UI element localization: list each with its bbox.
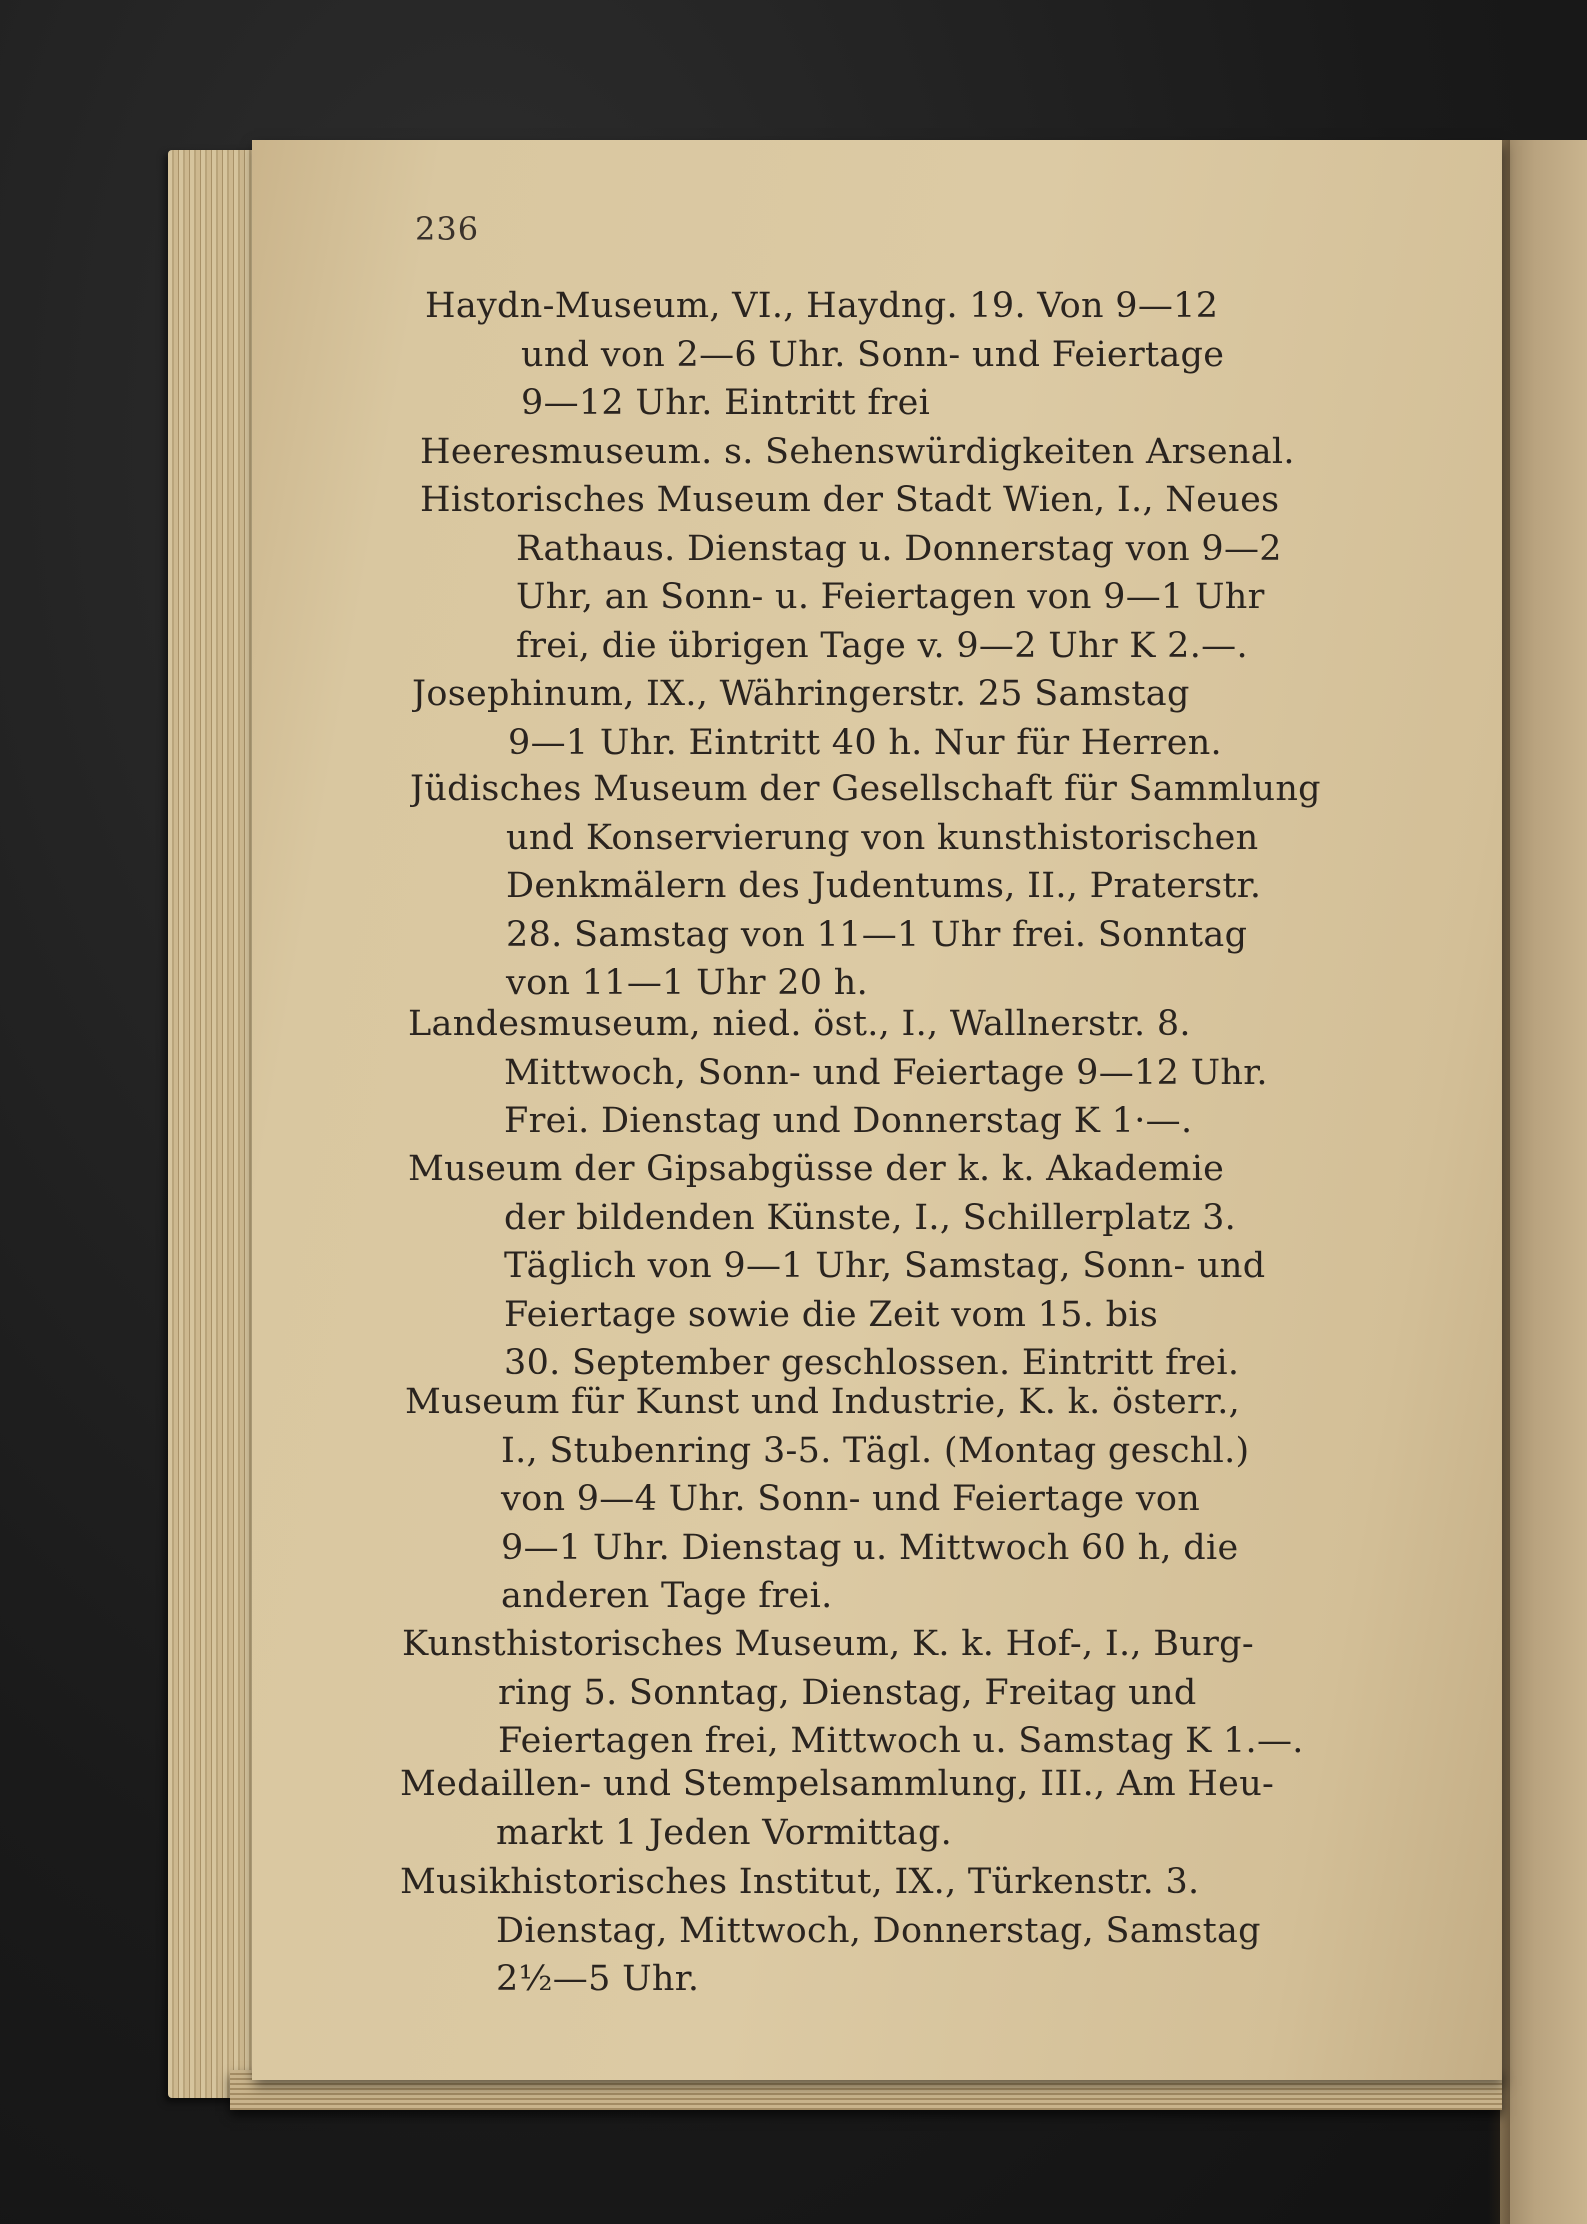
entry-line: Haydn-Museum, VI., Haydng. 19. Von 9—12 <box>425 286 1219 326</box>
museum-entry-haydn <box>425 282 1410 428</box>
entry-line: Mittwoch, Sonn- und Feiertage 9—12 Uhr. <box>504 1052 1268 1093</box>
entry-line: Feiertage sowie die Zeit vom 15. bis <box>504 1294 1159 1335</box>
entry-line: Musikhistorisches Institut, IX., Türkenstr. 3. <box>400 1862 1200 1902</box>
entry-line: Dienstag, Mittwoch, Donnerstag, Samstag <box>496 1910 1261 1951</box>
entry-line: 9—12 Uhr. Eintritt frei <box>521 383 931 423</box>
museum-entry-medaillen <box>400 1760 1410 1857</box>
entry-line: frei, die übrigen Tage v. 9—2 Uhr K 2.—. <box>516 625 1248 666</box>
entry-line: 9—1 Uhr. Eintritt 40 h. Nur für Herren. <box>508 722 1222 763</box>
entry-line: von 11—1 Uhr 20 h. <box>506 963 869 1003</box>
museum-entry-historisches <box>420 476 1410 670</box>
entry-line: von 9—4 Uhr. Sonn- und Feiertage von <box>501 1479 1201 1519</box>
entry-line: Museum der Gipsabgüsse der k. k. Akademie <box>408 1149 1225 1189</box>
entry-line: und Konservierung von kunsthistorischen <box>506 817 1259 858</box>
entry-line: Historisches Museum der Stadt Wien, I., Neues <box>420 480 1280 520</box>
museum-entry-heeresmuseum <box>420 428 1410 477</box>
entry-line: Rathaus. Dienstag u. Donnerstag von 9—2 <box>516 528 1282 569</box>
museum-entry-josephinum <box>412 670 1410 767</box>
entry-line: 9—1 Uhr. Dienstag u. Mittwoch 60 h, die <box>501 1527 1239 1568</box>
museum-entry-kunst-industrie <box>405 1378 1410 1621</box>
entry-line: ring 5. Sonntag, Dienstag, Freitag und <box>498 1672 1197 1713</box>
entry-line: und von 2—6 Uhr. Sonn- und Feiertage <box>521 334 1225 375</box>
page-number: 236 <box>415 210 480 248</box>
museum-entry-gipsabguesse <box>408 1145 1410 1388</box>
entry-line: Josephinum, IX., Währingerstr. 25 Samstag <box>412 674 1190 714</box>
entry-line: der bildenden Künste, I., Schillerplatz 3. <box>504 1197 1237 1238</box>
entry-line: Museum für Kunst und Industrie, K. k. österr., <box>405 1382 1241 1422</box>
facing-page-edge <box>1500 140 1587 2224</box>
entry-line: Uhr, an Sonn- u. Feiertagen von 9—1 Uhr <box>516 577 1265 617</box>
entry-line: Denkmälern des Judentums, II., Praterstr. <box>506 866 1262 906</box>
entry-line: Landesmuseum, nied. öst., I., Wallnerstr. 8. <box>408 1004 1191 1044</box>
museum-entry-musikhistorisches <box>400 1858 1410 2004</box>
entry-line: Frei. Dienstag und Donnerstag K 1·—. <box>504 1101 1193 1141</box>
museum-entry-landesmuseum <box>408 1000 1410 1146</box>
entry-line: 30. September geschlossen. Eintritt frei. <box>504 1343 1240 1383</box>
entry-line: Jüdisches Museum der Gesellschaft für Sammlung <box>410 769 1321 809</box>
entry-line: 28. Samstag von 11—1 Uhr frei. Sonntag <box>506 914 1248 955</box>
entry-line: Täglich von 9—1 Uhr, Samstag, Sonn- und <box>504 1246 1266 1286</box>
entry-line: Feiertagen frei, Mittwoch u. Samstag K 1.—. <box>498 1721 1304 1761</box>
entry-line: 2½—5 Uhr. <box>496 1959 700 1999</box>
museum-entry-juedisches <box>410 765 1410 1008</box>
entry-line: markt 1 Jeden Vormittag. <box>496 1812 953 1853</box>
entry-line: Medaillen- und Stempelsammlung, III., Am Heu- <box>400 1764 1275 1804</box>
entry-line: Kunsthistorisches Museum, K. k. Hof-, I., Burg- <box>402 1624 1254 1664</box>
entry-line: Heeresmuseum. s. Sehenswürdigkeiten Arsenal. <box>420 432 1295 472</box>
museum-entry-kunsthistorisches <box>402 1620 1410 1766</box>
entry-line: anderen Tage frei. <box>501 1576 833 1616</box>
entry-line: I., Stubenring 3-5. Tägl. (Montag geschl.) <box>501 1430 1250 1471</box>
